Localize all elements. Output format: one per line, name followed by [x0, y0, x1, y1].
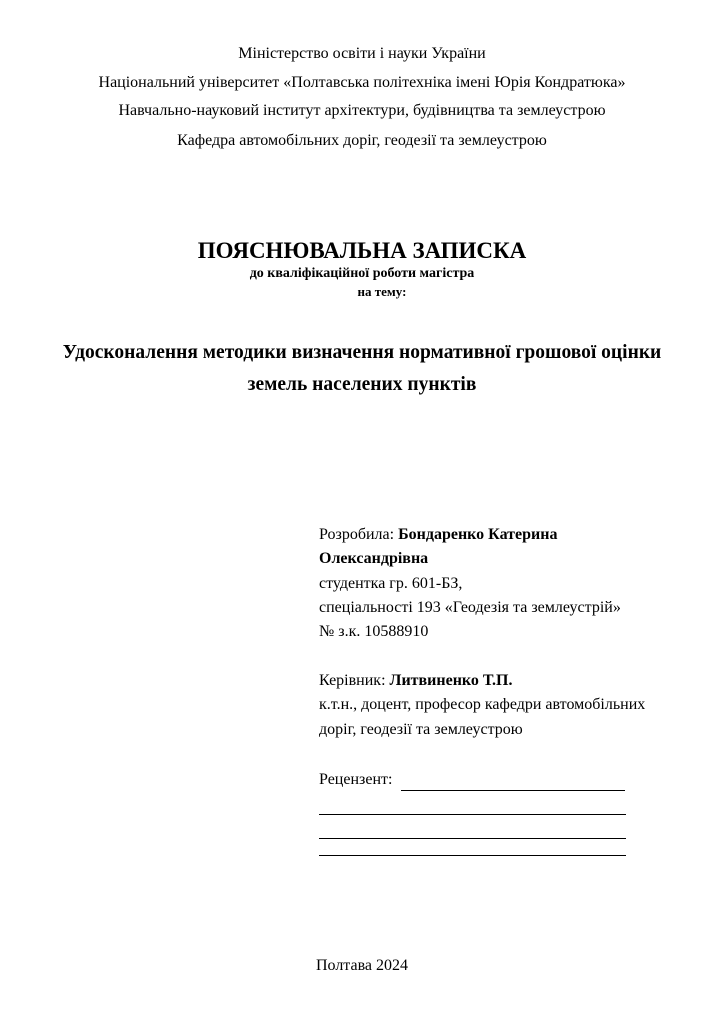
author-record-book: № з.к. 10588910: [319, 623, 429, 640]
author-name-cont: Олександрівна: [319, 550, 429, 567]
author-row: [319, 526, 557, 544]
institute-name: Навчально-науковий інститут архітектури, будівництва та землеустрою: [118, 102, 606, 119]
supervisor-position-cont: доріг, геодезії та землеустрою: [319, 721, 523, 738]
reviewer-blank-line: [319, 855, 626, 856]
supervisor-row: [319, 672, 512, 690]
topic-label: на тему:: [357, 284, 407, 299]
author-specialty: спеціальності 193 «Геодезія та землеустрій»: [319, 599, 621, 616]
supervisor-name: Литвиненко Т.П.: [389, 672, 513, 689]
reviewer-label: Рецензент:: [319, 771, 393, 788]
topic-line-1: Удосконалення методики визначення нормативної грошової оцінки: [62, 342, 662, 363]
city-year: Полтава 2024: [315, 957, 409, 974]
reviewer-blank-line: [319, 838, 626, 839]
topic-line-2: земель населених пунктів: [247, 374, 477, 395]
document-subtitle: до кваліфікаційної роботи магістра: [249, 266, 475, 281]
reviewer-blank-line: [401, 790, 625, 791]
ministry-name: Міністерство освіти і науки України: [238, 45, 486, 62]
department-name: Кафедра автомобільних доріг, геодезії та землеустрою: [177, 132, 547, 149]
reviewer-blank-line: [319, 814, 626, 815]
author-name: Бондаренко Катерина: [398, 526, 558, 543]
document-title: ПОЯСНЮВАЛЬНА ЗАПИСКА: [197, 238, 527, 263]
university-name: Національний університет «Полтавська політехніка імені Юрія Кондратюка»: [98, 74, 626, 91]
supervisor-label: Керівник:: [319, 672, 386, 689]
author-label: Розробила:: [319, 526, 395, 543]
author-group: студентка гр. 601-БЗ,: [319, 575, 463, 592]
supervisor-position: к.т.н., доцент, професор кафедри автомобільних: [319, 696, 646, 713]
